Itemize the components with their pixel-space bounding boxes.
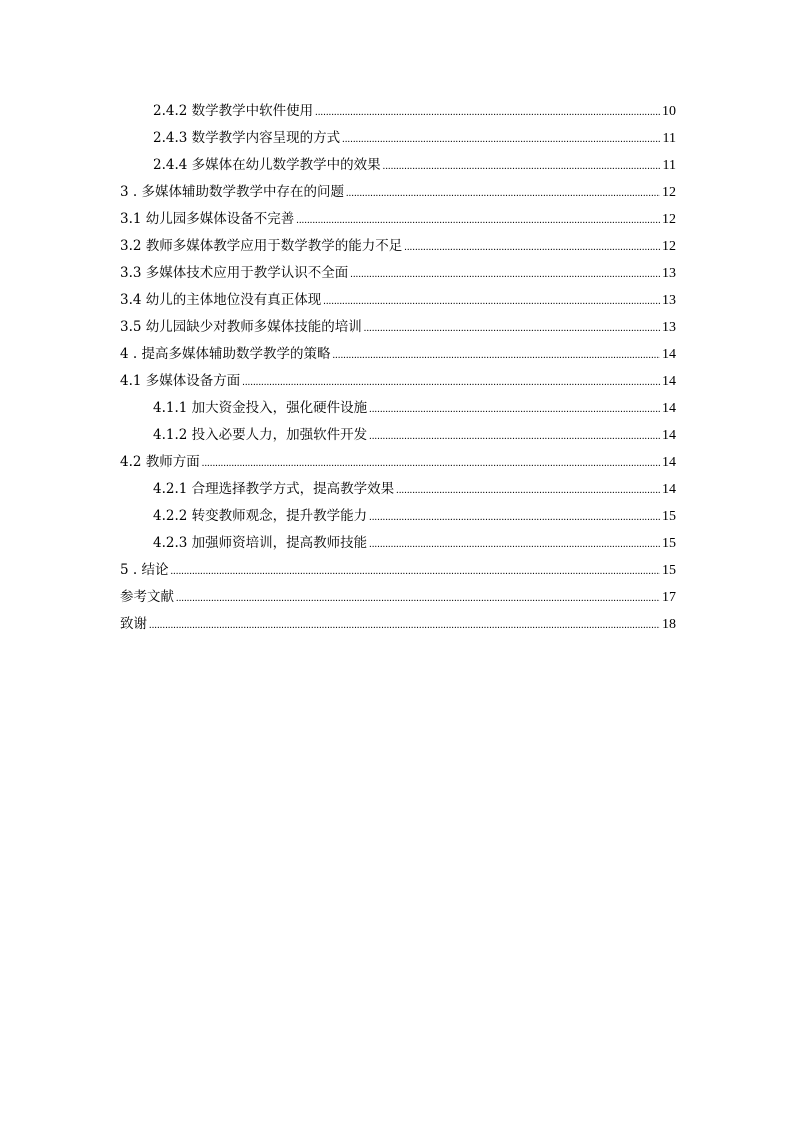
toc-leader-dots [176,585,660,612]
toc-leader-dots [350,261,660,288]
toc-entry[interactable] [120,611,676,638]
toc-entry-page: 14 [662,428,676,443]
toc-entry[interactable] [120,557,676,584]
toc-entry[interactable] [120,260,676,287]
toc-entry-title: 致谢 [120,616,147,632]
toc-entry-title: 3.1 幼儿园多媒体设备不完善 [120,211,295,227]
toc-entry-title: 参考文献 [120,589,174,605]
toc-entry-page: 11 [662,158,676,173]
toc-leader-dots [242,369,660,396]
toc-entry[interactable] [120,98,676,125]
toc-entry-page: 12 [662,212,676,227]
toc-entry-page: 13 [662,293,676,308]
toc-leader-dots [296,207,660,234]
toc-entry-page: 14 [662,347,676,362]
toc-entry-page: 13 [662,320,676,335]
toc-leader-dots [369,396,660,423]
toc-entry[interactable] [120,233,676,260]
toc-leader-dots [396,477,660,504]
toc-entry-title: 3.5 幼儿园缺少对教师多媒体技能的培训 [120,319,362,335]
toc-entry[interactable] [120,503,676,530]
toc-entry-page: 18 [662,617,676,632]
toc-leader-dots [383,153,661,180]
toc-entry-page: 12 [662,185,676,200]
toc-entry-page: 15 [662,509,676,524]
toc-leader-dots [342,126,660,153]
toc-entry-title: 2.4.2 数学教学中软件使用 [153,103,314,119]
toc-entry-title: 4 . 提高多媒体辅助数学教学的策略 [120,346,331,362]
toc-leader-dots [404,234,660,261]
toc-leader-dots [369,531,660,558]
toc-entry-title: 3.2 教师多媒体教学应用于数学教学的能力不足 [120,238,403,254]
toc-leader-dots [323,288,660,315]
toc-entry-title: 4.1 多媒体设备方面 [120,373,241,389]
toc-entry-title: 2.4.3 数学教学内容呈现的方式 [153,130,341,146]
toc-entry[interactable] [120,287,676,314]
toc-entry[interactable] [120,422,676,449]
toc-entry-title: 5 . 结论 [120,562,169,578]
toc-leader-dots [170,558,660,585]
toc-leader-dots [369,504,660,531]
toc-entry[interactable] [120,152,676,179]
toc-entry-title: 4.2.1 合理选择教学方式，提高教学效果 [153,481,395,497]
toc-leader-dots [346,180,660,207]
toc-entry-page: 14 [662,482,676,497]
toc-entry-title: 4.1.2 投入必要人力，加强软件开发 [153,427,368,443]
toc-entry-title: 2.4.4 多媒体在幼儿数学教学中的效果 [153,157,381,173]
toc-entry[interactable] [120,314,676,341]
toc-entry[interactable] [120,584,676,611]
toc-entry-page: 14 [662,374,676,389]
toc-entry[interactable] [120,125,676,152]
toc-entry-title: 4.1.1 加大资金投入，强化硬件设施 [153,400,368,416]
toc-leader-dots [315,99,660,126]
toc-entry[interactable] [120,179,676,206]
toc-entry[interactable] [120,206,676,233]
toc-entry-page: 12 [662,239,676,254]
toc-leader-dots [149,612,660,639]
toc-entry-page: 13 [662,266,676,281]
toc-entry[interactable] [120,476,676,503]
table-of-contents [120,98,676,638]
toc-entry[interactable] [120,395,676,422]
toc-entry-page: 10 [662,104,676,119]
toc-entry[interactable] [120,368,676,395]
toc-entry-title: 4.2.3 加强师资培训，提高教师技能 [153,535,368,551]
toc-entry-title: 3 . 多媒体辅助数学教学中存在的问题 [120,184,344,200]
toc-entry-page: 14 [662,401,676,416]
toc-leader-dots [332,342,660,369]
toc-entry-title: 4.2.2 转变教师观念，提升教学能力 [153,508,368,524]
toc-entry[interactable] [120,530,676,557]
toc-leader-dots [369,423,660,450]
toc-entry-page: 11 [662,131,676,146]
toc-entry-page: 15 [662,563,676,578]
toc-leader-dots [364,315,660,342]
toc-entry-title: 3.4 幼儿的主体地位没有真正体现 [120,292,322,308]
toc-entry-title: 4.2 教师方面 [120,454,200,470]
toc-entry-page: 14 [662,455,676,470]
toc-entry-title: 3.3 多媒体技术应用于教学认识不全面 [120,265,349,281]
toc-entry-page: 17 [662,590,676,605]
toc-leader-dots [202,450,660,477]
toc-entry[interactable] [120,341,676,368]
toc-entry[interactable] [120,449,676,476]
toc-entry-page: 15 [662,536,676,551]
